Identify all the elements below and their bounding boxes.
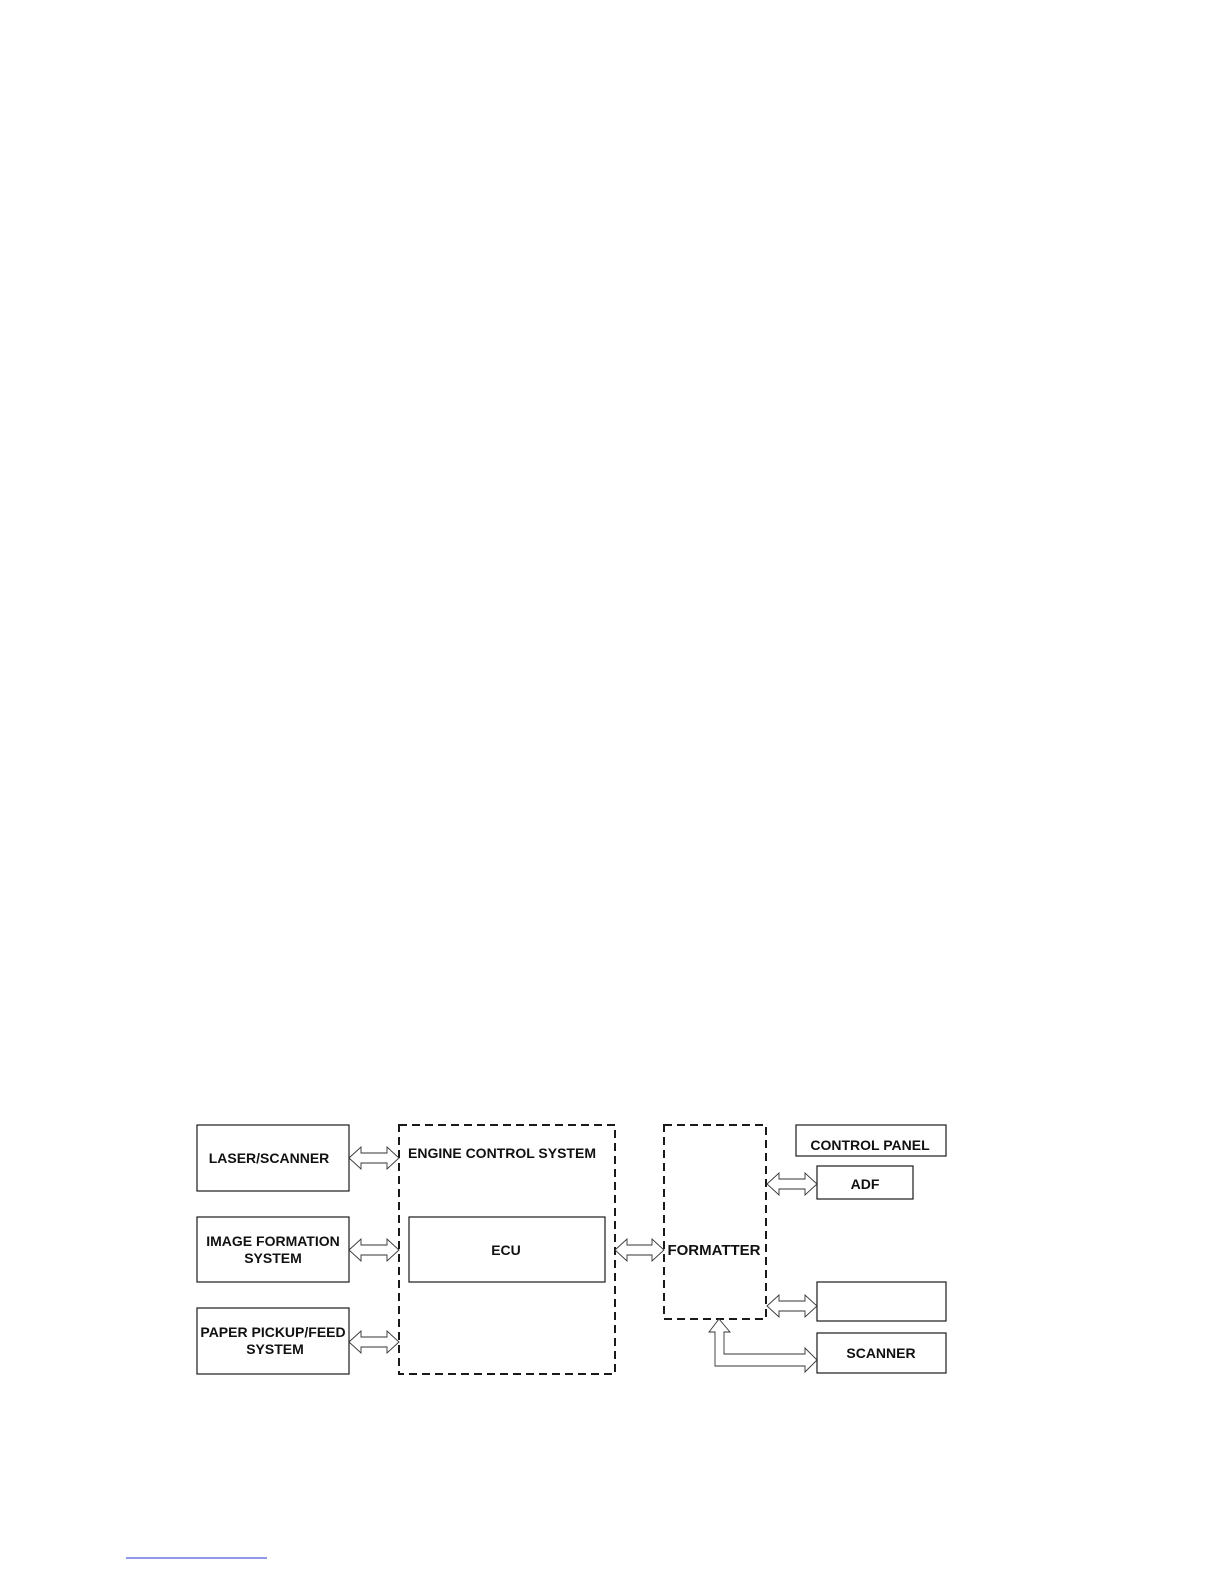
image-formation-label-line1: IMAGE FORMATION: [206, 1233, 340, 1249]
formatter-block: [664, 1125, 766, 1319]
laser-scanner-block: [197, 1125, 349, 1191]
control-panel-block: [796, 1125, 946, 1156]
adf-label: ADF: [850, 1176, 880, 1192]
ecu-block: [409, 1217, 605, 1282]
image-formation-block: [197, 1217, 349, 1282]
control-panel-label: CONTROL PANEL: [810, 1137, 930, 1153]
adf-block: [817, 1166, 913, 1199]
arrow-paper-pickup-engine: [349, 1331, 399, 1353]
formatter-label: FORMATTER: [667, 1242, 761, 1259]
paper-pickup-block: [197, 1308, 349, 1374]
scanner-label: SCANNER: [846, 1345, 916, 1361]
ecu-label: ECU: [491, 1242, 521, 1258]
arrow-image-formation-engine: [349, 1239, 399, 1261]
arrow-formatter-adf: [767, 1173, 817, 1195]
arrow-ecu-formatter: [615, 1239, 664, 1261]
scanner-block: [817, 1333, 946, 1373]
laser-scanner-label: LASER/SCANNER: [208, 1150, 330, 1166]
arrow-formatter-unlabeled: [767, 1295, 817, 1317]
engine-control-system-label: ENGINE CONTROL SYSTEM: [408, 1145, 596, 1161]
unlabeled-block: [817, 1282, 946, 1321]
image-formation-label-line2: SYSTEM: [244, 1250, 302, 1266]
arrow-formatter-scanner: [709, 1319, 817, 1372]
paper-pickup-label-line1: PAPER PICKUP/FEED: [200, 1324, 346, 1340]
arrow-laser-engine: [349, 1147, 399, 1169]
paper-pickup-label-line2: SYSTEM: [246, 1341, 304, 1357]
